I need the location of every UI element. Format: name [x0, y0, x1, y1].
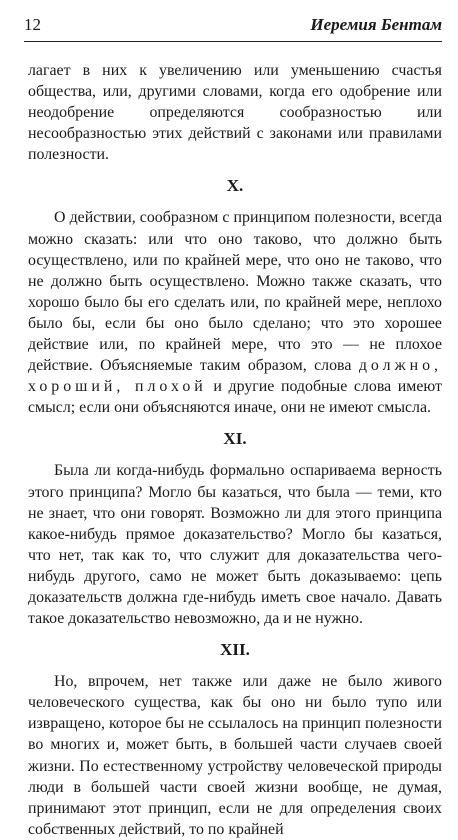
section-heading-xii: XII.: [220, 640, 250, 660]
page-body: [28, 60, 442, 840]
section-heading-xi: XI.: [223, 429, 247, 449]
section-x-spaced-words: должно, хороший, плохой: [28, 357, 442, 396]
section-x-text-before: О действии, сообразном с принципом полезности, всегда можно сказать: или что оно таково, что должно быть осуществлено, или по крайней мере, что оно не таково, что не должно быть осуществлено. Можно также сказать, что хорошо было бы его сделать или, по крайней мере, неплохо было бы, если бы оно было сделано; что это хорошее действие или, по крайней мере, что это — не плохое действие. Объясняемые таким образом, слова: [28, 209, 442, 375]
page-number: 12: [24, 15, 41, 34]
section-x-text-after: и другие подобные слова имеют смысл; если они объясняются иначе, они не имеют смысла.: [28, 378, 442, 417]
paragraph-section-x: [28, 207, 442, 418]
section-heading-x: X.: [226, 176, 244, 196]
paragraph-intro: лагает в них к увеличению или уменьшению счастья общества, или, другими словами, когда его одобрение или неодобрение определяются сообразностью или несообразностью этих действий с законами или правилами полезности.: [28, 62, 442, 164]
header-rule: [24, 41, 442, 42]
paragraph-section-xii: Но, впрочем, нет также или даже не было живого человеческого существа, как бы оно ни было тупо или извращено, которое бы не ссылалось на принцип полезности во многих и, может быть, в большей части случаев своей жизни. По естественному устройству человеческой природы люди в большей части своей жизни вообще, не думая, принимают этот принцип, если не для определения своих собственных действий, то по крайней: [28, 673, 442, 838]
page-header: [24, 8, 442, 42]
running-head: Иеремия Бентам: [310, 15, 442, 34]
paragraph-section-xi: Была ли когда-нибудь формально оспариваема верность этого принципа? Могло бы казаться, что была — теми, кто не знает, что они говорят. Возможно ли для этого принципа какое-нибудь прямое доказательство? Могло бы казаться, что нет, так как то, что служит для доказательства чего-нибудь другого, само не может быть доказываемо: цепь доказательств должна где-нибудь иметь свое начало. Давать такое доказательство невозможно, да и не нужно.: [28, 462, 442, 628]
